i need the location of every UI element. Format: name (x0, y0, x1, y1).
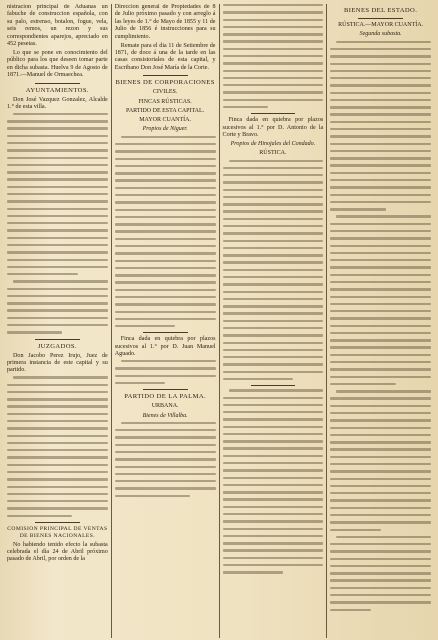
label-mayor-cuantia: MAYOR CUANTÍA. (139, 117, 192, 124)
column-1 (4, 4, 112, 638)
section-heading-partido-palma: PARTIDO DE LA PALMA. (124, 393, 207, 401)
paragraph-edicto (7, 376, 108, 517)
paragraph-lote-villalba (115, 422, 216, 497)
subheading-bienes-villalba: Bienes de Villalba. (142, 412, 188, 419)
divider (143, 389, 188, 390)
notice-finca-quiebra-corte: Finca dada en quiebra por plazos sucesivos al 1.° por D. Antonio de la Corte y Bravo. (222, 117, 324, 139)
divider (35, 83, 80, 84)
paragraph-cupo (7, 280, 108, 333)
section-heading-juzgados: JUZGADOS. (37, 342, 78, 350)
label-rustica: RÚSTICA. (259, 150, 287, 157)
column-2 (112, 4, 220, 638)
column-3 (220, 4, 328, 638)
paragraph-aduanas: nistracion principal de Aduanas un fabuche de construccion española, con su palo, estrenso, botalon, fogue, vela, seis remos, un rezon y sus correspondientes aparejos, apreciado en 452 pesetas. (7, 4, 108, 48)
paragraph-lote-hinojales (223, 160, 324, 381)
paragraph-remate-2 (115, 360, 216, 384)
section-heading-partido-capital: PARTIDO DE ESTA CAPITAL. (126, 107, 205, 114)
section-heading-ayuntamientos: AYUNTAMIENTOS. (25, 86, 89, 94)
divider (251, 385, 296, 386)
paragraph-lote-estado-1 (330, 41, 431, 211)
column-container (4, 4, 434, 638)
paragraph-remate: Remate para el dia 11 de Setiembre de 1871, de doce á una de la tarde en las casas consistoriales de esta capital, y Escribano Don José María de la Corte. (114, 42, 216, 71)
subheading-segunda-subasta: Segunda subasta. (359, 31, 402, 38)
paragraph-senor-jefe (223, 389, 324, 573)
paragraph-alcalde: Don José Vazquez Gonzalez, Alcalde 1.° de esta villa. (7, 96, 108, 111)
divider (35, 522, 80, 523)
divider (143, 332, 188, 333)
section-heading-comision: COMISION PRINCIPAL DE VENTAS DE BIENES NACIONALES. (7, 525, 108, 539)
section-heading-fincas-rusticas: FINCAS RÚSTICAS. (138, 98, 192, 105)
label-urbana: URBANA. (151, 403, 179, 410)
label-rustica-mayor-cuantia: RÚSTICA.—MAYOR CUANTÍA. (338, 22, 424, 29)
paragraph-hago-saber (7, 113, 108, 276)
section-heading-bienes-corporaciones: BIENES DE CORPORACIONES (115, 79, 215, 87)
paragraph-lote-estado-3 (330, 390, 431, 531)
paragraph-direccion-general: Direccion general de Propiedades de 8 de Julio próximo pasado y con arreglo á las leyes de 1.° de Mayo de 1855 y 11 de Julio de 1856 é instrucciones para su cumplimiento. (114, 4, 216, 40)
paragraph-lote-niguer (115, 136, 216, 328)
paragraph-lote-estado-2 (330, 215, 431, 385)
divider (143, 75, 188, 76)
divider (251, 113, 296, 114)
section-heading-bienes-estado: BIENES DEL ESTADO. (343, 7, 418, 14)
paragraph-juez: Don Jacobo Perez Irujo, Juez de primera instancia de este capital y su partido. (7, 352, 108, 374)
subheading-propios-niguer: Propios de Niguer. (142, 126, 188, 133)
section-subheading-civiles: CIVILES. (152, 89, 178, 96)
paragraph-subasta-sin-efecto: No habiendo tenido efecto la subasta celebrada el día 24 de Abril próximo pasado de Abril, por orden de la (7, 541, 108, 563)
column-4 (327, 4, 434, 638)
notice-finca-quiebra: Finca dada en quiebra por plazos sucesivos al 1.° por D. Juan Manuel Aguado. (114, 336, 216, 358)
subheading-propios-hinojales: Propios de Hinojales del Condado. (230, 140, 316, 147)
paragraph-conocimiento: Lo que se pone en conocimiento del público para los que deseen tomar parte en dicha subasta. Huelva 9 de Agosto de 1871.—Manuel de Ormaechea. (7, 49, 108, 79)
divider (35, 339, 80, 340)
paragraph-advertencia (330, 536, 431, 611)
paragraph-tasacion (223, 4, 324, 108)
divider (358, 18, 403, 19)
